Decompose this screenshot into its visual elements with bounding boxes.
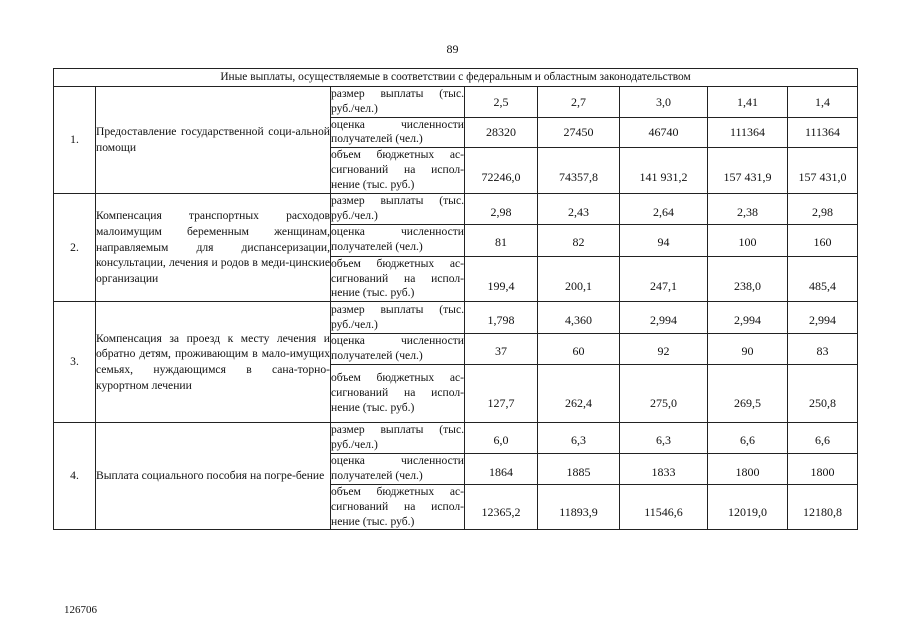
value-cell — [708, 364, 788, 422]
row-number: 3. — [54, 302, 96, 423]
value-cell — [788, 224, 858, 256]
value-text: 83 — [816, 343, 829, 358]
payment-name: Выплата социального пособия на погре-бение — [96, 422, 331, 529]
value-text: 46740 — [648, 125, 679, 140]
value-cell — [465, 453, 538, 484]
value-text: 1,798 — [487, 312, 515, 327]
value-text: 11893,9 — [559, 504, 598, 519]
value-text: 37 — [495, 343, 507, 358]
value-text: 2,43 — [568, 204, 589, 219]
value-text: 11546,6 — [644, 504, 683, 519]
value-text: 1,4 — [815, 94, 830, 109]
table-body — [54, 87, 858, 530]
value-text: 2,98 — [490, 204, 512, 219]
value-text: 1800 — [735, 464, 760, 479]
document-code: 126706 — [64, 604, 97, 616]
value-text: 60 — [572, 343, 585, 358]
value-cell — [538, 302, 620, 334]
value-cell — [620, 334, 708, 365]
value-cell — [788, 148, 858, 193]
value-text: 250,8 — [809, 396, 836, 411]
payment-name: Компенсация транспортных расходов малоимущим беременным женщинам, направляемым для диспансеризации, консультации, лечения и родов в меди-цинские организации — [96, 193, 331, 301]
value-text: 2,64 — [653, 204, 674, 219]
indicator-label: объем бюджетных ас-сигнований на испол-нение (тыс. руб.) — [331, 148, 465, 193]
value-cell — [620, 117, 708, 148]
value-text: 2,38 — [737, 204, 758, 219]
value-cell — [708, 224, 788, 256]
indicator-label: оценка численности получателей (чел.) — [331, 453, 465, 484]
value-cell — [708, 256, 788, 301]
value-cell — [620, 453, 708, 484]
value-cell — [465, 364, 538, 422]
value-cell — [788, 364, 858, 422]
value-cell — [788, 256, 858, 301]
value-text: 94 — [657, 235, 670, 250]
value-cell — [620, 224, 708, 256]
value-cell — [465, 484, 538, 529]
value-text: 12365,2 — [481, 504, 521, 519]
value-text: 6,3 — [571, 432, 586, 447]
value-text: 141 931,2 — [639, 170, 688, 185]
value-cell — [708, 87, 788, 118]
value-text: 92 — [657, 343, 670, 358]
value-text: 269,5 — [734, 396, 761, 411]
indicator-label: размер выплаты (тыс. руб./чел.) — [331, 422, 465, 453]
indicator-label: размер выплаты (тыс. руб./чел.) — [331, 193, 465, 224]
value-cell — [708, 453, 788, 484]
value-text: 2,5 — [493, 94, 509, 109]
payment-name: Предоставление государственной соци-альной помощи — [96, 87, 331, 194]
value-cell — [708, 302, 788, 334]
value-cell — [708, 422, 788, 453]
value-cell — [465, 302, 538, 334]
table-title: Иные выплаты, осуществляемые в соответствии с федеральным и областным законодательством — [54, 69, 858, 87]
value-cell — [788, 453, 858, 484]
value-text: 6,3 — [656, 432, 671, 447]
value-cell — [538, 87, 620, 118]
value-cell — [708, 148, 788, 193]
value-cell — [465, 87, 538, 118]
indicator-label: оценка численности получателей (чел.) — [331, 117, 465, 148]
row-number: 1. — [54, 87, 96, 194]
value-text: 2,7 — [571, 94, 586, 109]
row-number: 4. — [54, 422, 96, 529]
value-text: 12019,0 — [728, 504, 767, 519]
value-text: 28320 — [486, 125, 516, 140]
value-cell — [538, 364, 620, 422]
value-text: 2,98 — [812, 204, 833, 219]
table-row — [54, 302, 858, 334]
value-cell — [538, 484, 620, 529]
value-cell — [465, 422, 538, 453]
value-cell — [465, 193, 538, 224]
value-cell — [788, 484, 858, 529]
value-text: 6,6 — [815, 432, 830, 447]
table-row — [54, 422, 858, 453]
value-cell — [465, 256, 538, 301]
value-cell — [538, 148, 620, 193]
indicator-label: объем бюджетных ас-сигнований на испол-нение (тыс. руб.) — [331, 364, 465, 422]
value-text: 111364 — [804, 125, 841, 140]
value-cell — [538, 453, 620, 484]
value-cell — [465, 117, 538, 148]
value-cell — [538, 193, 620, 224]
value-text: 1885 — [566, 464, 591, 479]
value-cell — [620, 484, 708, 529]
indicator-label: объем бюджетных ас-сигнований на испол-нение (тыс. руб.) — [331, 484, 465, 529]
value-text: 111364 — [729, 125, 766, 140]
value-text: 100 — [738, 235, 757, 250]
value-text: 127,7 — [487, 396, 515, 411]
value-text: 157 431,0 — [798, 170, 847, 185]
value-text: 2,994 — [650, 312, 677, 327]
value-cell — [788, 422, 858, 453]
payment-name: Компенсация за проезд к месту лечения и обратно детям, проживающим в мало-имущих семьях, нуждающимся в сана-торно-курортном лечении — [96, 302, 331, 423]
value-cell — [465, 334, 538, 365]
value-text: 1,41 — [737, 94, 758, 109]
value-text: 1833 — [651, 464, 676, 479]
value-cell — [788, 302, 858, 334]
value-cell — [788, 193, 858, 224]
value-text: 6,0 — [493, 432, 509, 447]
value-cell — [708, 334, 788, 365]
value-text: 74357,8 — [559, 170, 598, 185]
indicator-label: размер выплаты (тыс. руб./чел.) — [331, 87, 465, 118]
value-cell — [538, 224, 620, 256]
page-number: 89 — [446, 42, 459, 56]
value-text: 6,6 — [740, 432, 755, 447]
value-cell — [788, 87, 858, 118]
value-text: 4,360 — [565, 312, 592, 327]
value-text: 72246,0 — [481, 170, 521, 185]
value-text: 82 — [572, 235, 585, 250]
value-text: 1864 — [489, 464, 513, 479]
indicator-label: объем бюджетных ас-сигнований на испол-нение (тыс. руб.) — [331, 256, 465, 301]
value-text: 81 — [495, 235, 507, 250]
value-text: 200,1 — [565, 278, 592, 293]
value-cell — [620, 87, 708, 118]
value-text: 262,4 — [565, 396, 592, 411]
table-title-row — [54, 69, 858, 87]
row-number: 2. — [54, 193, 96, 301]
value-cell — [465, 224, 538, 256]
value-cell — [708, 117, 788, 148]
value-cell — [538, 422, 620, 453]
value-text: 160 — [813, 235, 832, 250]
value-cell — [538, 256, 620, 301]
value-text: 247,1 — [650, 278, 677, 293]
table-row — [54, 193, 858, 224]
indicator-label: размер выплаты (тыс. руб./чел.) — [331, 302, 465, 334]
value-cell — [788, 334, 858, 365]
indicator-label: оценка численности получателей (чел.) — [331, 224, 465, 256]
payments-table — [53, 68, 858, 530]
value-text: 238,0 — [734, 278, 761, 293]
value-cell — [538, 117, 620, 148]
value-text: 90 — [741, 343, 754, 358]
value-cell — [708, 484, 788, 529]
value-cell — [788, 117, 858, 148]
value-cell — [465, 148, 538, 193]
value-cell — [620, 193, 708, 224]
value-text: 485,4 — [809, 278, 836, 293]
value-text: 2,994 — [734, 312, 761, 327]
value-cell — [620, 302, 708, 334]
value-cell — [620, 422, 708, 453]
value-text: 1800 — [810, 464, 835, 479]
value-text: 3,0 — [656, 94, 671, 109]
value-text: 2,994 — [809, 312, 836, 327]
value-text: 157 431,9 — [723, 170, 772, 185]
value-text: 275,0 — [650, 396, 677, 411]
value-cell — [708, 193, 788, 224]
value-cell — [620, 364, 708, 422]
value-cell — [538, 334, 620, 365]
indicator-label: оценка численности получателей (чел.) — [331, 334, 465, 365]
value-text: 199,4 — [487, 278, 515, 293]
value-cell — [620, 256, 708, 301]
value-text: 27450 — [563, 125, 594, 140]
value-text: 12180,8 — [803, 504, 842, 519]
value-cell — [620, 148, 708, 193]
table-row — [54, 87, 858, 118]
